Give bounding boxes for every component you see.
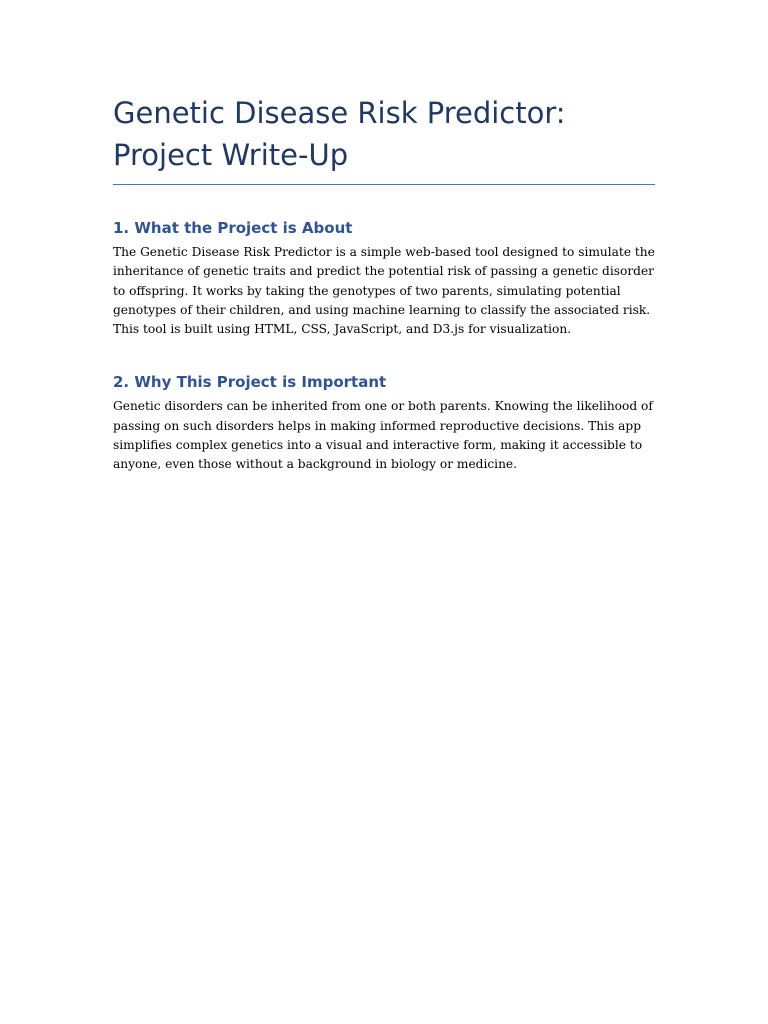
section-body: The Genetic Disease Risk Predictor is a simple web-based tool designed to simulate the inheritance of genetic traits and predict the potential risk of passing a genetic disorder to offspring. It works by taking the genotypes of two parents, simulating potential genotypes of their children, and using machine learning to classify the associated risk. This tool is built using HTML, CSS, JavaScript, and D3.js for visualization. (113, 245, 655, 337)
section-body: Genetic disorders can be inherited from one or both parents. Knowing the likelihood of passing on such disorders helps in making informed reproductive decisions. This app simplifies complex genetics into a visual and interactive form, making it accessible to anyone, even those without a background in biology or medicine. (113, 399, 653, 472)
section-project-about (113, 218, 655, 339)
section-heading: 2. Why This Project is Important (113, 373, 387, 392)
document-title: Genetic Disease Risk Predictor: Project Write-Up (113, 92, 655, 185)
section-heading: 1. What the Project is About (113, 219, 353, 237)
section-project-importance (113, 372, 655, 474)
